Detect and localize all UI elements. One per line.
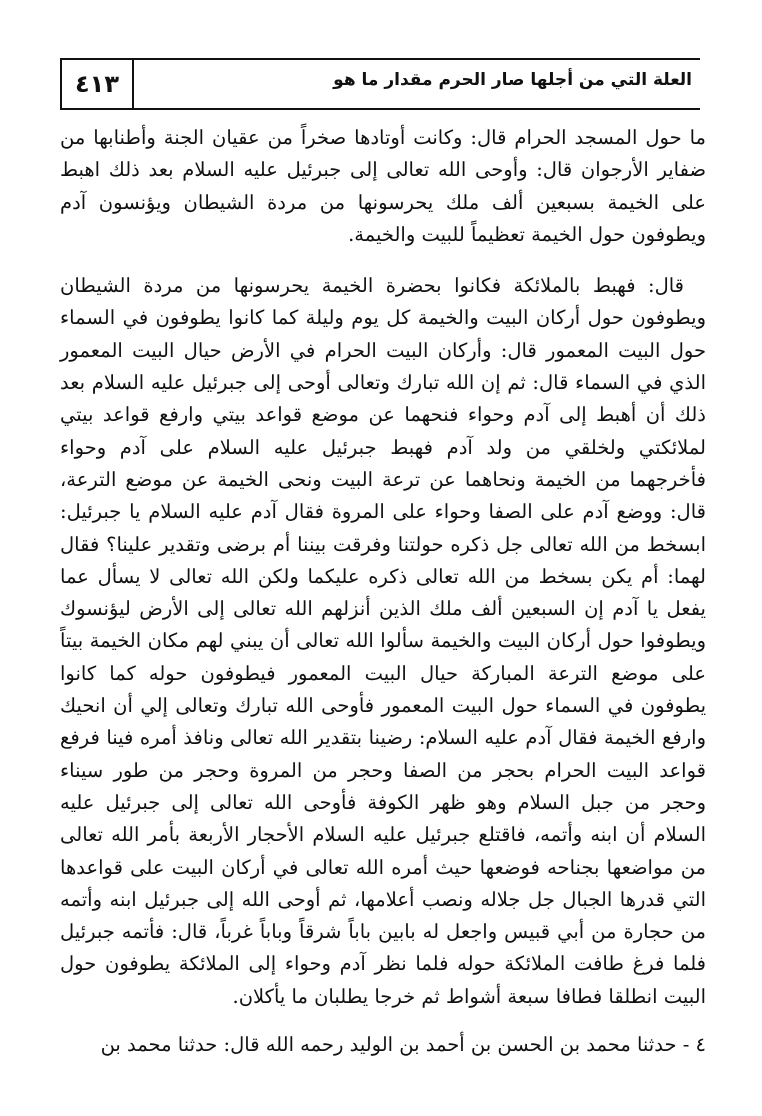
page-body xyxy=(60,122,706,1061)
paragraph: ما حول المسجد الحرام قال: وكانت أوتادها صخراً من عقيان الجنة وأطنابها من ضفاير الأرجوان قال: وأوحى الله تعالى إلى جبرئيل عليه السلام بعد ذلك اهبط على الخيمة بسبعين ألف ملك يحرسونها من مردة الشيطان ويؤنسون آدم ويطوفون حول الخيمة تعظيماً للبيت والخيمة. xyxy=(60,126,706,246)
header-top-rule xyxy=(60,58,700,60)
paragraph: قال: فهبط بالملائكة فكانوا بحضرة الخيمة يحرسونها من مردة الشيطان ويطوفون حول أركان البيت والخيمة كل يوم وليلة كما كانوا يطوفون في السماء حول البيت المعمور قال: وأركان البيت الحرام في الأرض حيال البيت المعمور الذي في السماء قال: ثم إن الله تبارك وتعالى أوحى إلى جبرئيل عليه السلام بعد ذلك أن أهبط إلى آدم وحواء فنحهما عن موضع قواعد بيتي وارفع قواعد بيتي لملائكتي ولخلقي من ولد آدم فهبط جبرئيل عليه السلام على آدم وحواء فأخرجهما من الخيمة ونحاهما عن ترعة البيت ونحى الخيمة عن موضع الترعة، قال: ووضع آدم على الصفا وحواء على المروة فقال آدم عليه السلام يا جبرئيل: ابسخط من الله تعالى جل ذكره حولتنا وفرقت بيننا أم برضى وتقدير علينا؟ فقال لهما: أم يكن بسخط من الله تعالى ذكره عليكما ولكن الله تعالى لا يسأل عما يفعل يا آدم إن السبعين ألف ملك الذين أنزلهم الله تعالى إلى الأرض ليؤنسوك ويطوفوا حول أركان البيت والخيمة سألوا الله تعالى أن يبني لهم مكان الخيمة بيتاً على موضع الترعة المباركة حيال البيت المعمور فيطوفون حوله كما كانوا يطوفون في السماء حول البيت المعمور فأوحى الله تبارك وتعالى إلي أن انحيك وارفع الخيمة فقال آدم عليه السلام: رضينا بتقدير الله تعالى ونافذ أمره فينا فرفع قواعد البيت الحرام بحجر من الصفا وحجر من المروة وحجر من طور سيناء وحجر من جبل السلام وهو ظهر الكوفة فأوحى الله تعالى إلى جبرئيل عليه السلام أن ابنه وأتمه، فاقتلع جبرئيل عليه السلام الأحجار الأربعة بأمر الله تعالى من مواضعها بجناحه فوضعها حيث أمره الله تعالى في أركان البيت على قواعدها التي قدرها الجبال جل جلاله ونصب أعلامها، ثم أوحى الله إلى جبرئيل ابنه وأتمه من حجارة من أبي قبيس واجعل له بابين باباً شرقاً وباباً غرباً، قال: فأتمه جبرئيل فلما فرغ طافت الملائكة حوله فلما نظر آدم وحواء إلى الملائكة يطوفون حول البيت انطلقا فطافا سبعة أشواط ثم خرجا يطلبان ما يأكلان. xyxy=(60,274,706,1008)
page-number: ٤١٣ xyxy=(60,58,134,110)
header-bottom-rule xyxy=(60,108,700,110)
running-header xyxy=(60,58,700,110)
running-title: العلة التي من أجلها صار الحرم مقدار ما هو xyxy=(333,70,692,90)
paragraph: ٤ - حدثنا محمد بن الحسن بن أحمد بن الوليد رحمه الله قال: حدثنا محمد بن xyxy=(100,1033,706,1057)
